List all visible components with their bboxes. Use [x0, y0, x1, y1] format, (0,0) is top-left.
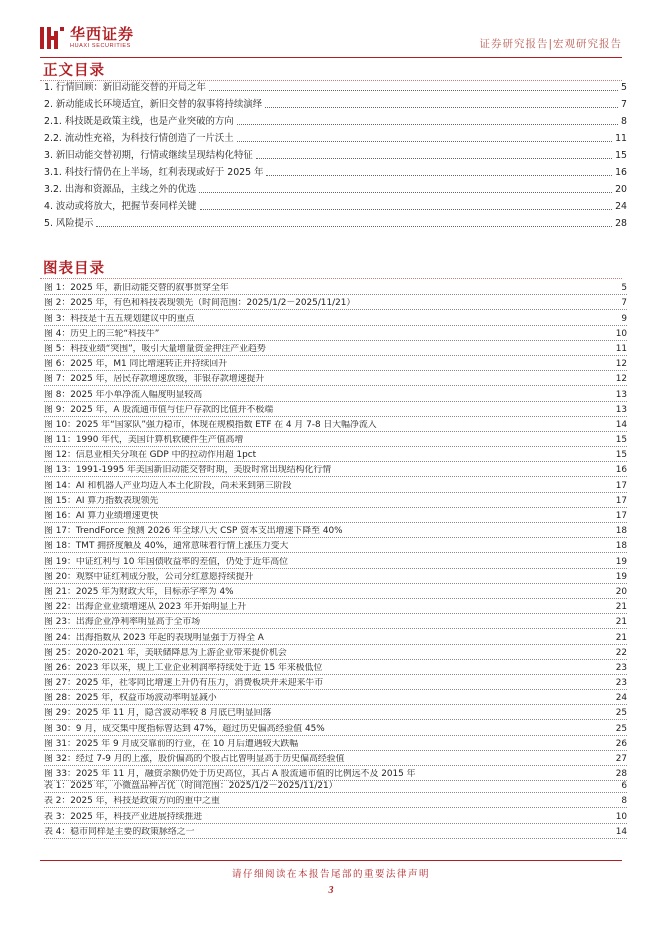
table-entry-title: 表 4：稳市同样是主要的政策脉络之一: [44, 826, 195, 837]
figure-entry[interactable]: [44, 295, 627, 310]
figure-entry-title: 图 5：科技业绩“突围”，吸引大量增量资金押注产业趋势: [44, 343, 266, 354]
dot-leader: [209, 90, 618, 91]
figure-entry[interactable]: [44, 569, 627, 584]
figure-entry[interactable]: [44, 477, 627, 492]
toc-entry[interactable]: [44, 213, 627, 230]
figure-entry[interactable]: [44, 599, 627, 614]
figure-entry-page: 9: [621, 313, 627, 324]
toc-entry-page: 24: [615, 201, 627, 212]
figure-entry-page: 25: [615, 708, 627, 719]
figure-entry[interactable]: [44, 538, 627, 553]
figure-entry[interactable]: [44, 371, 627, 386]
figure-entry[interactable]: [44, 310, 627, 325]
figure-entry[interactable]: [44, 660, 627, 675]
figure-entry[interactable]: [44, 341, 627, 356]
toc-entry-title: 2.1. 科技既是政策主线，也是产业突破的方向: [44, 116, 234, 127]
figure-entry-title: 图 19：中证红利与 10 年国债收益率的差值，仍处于近年高位: [44, 556, 289, 567]
figure-entry-page: 26: [615, 738, 627, 749]
figure-entry-title: 图 11：1990 年代，美国计算机软硬件生产值高增: [44, 435, 244, 446]
toc-entry[interactable]: [44, 196, 627, 213]
toc-entry-title: 4. 波动或将放大，把握节奏同样关键: [44, 201, 197, 212]
dot-leader: [96, 226, 612, 227]
toc-entry[interactable]: [44, 128, 627, 145]
figure-entry[interactable]: [44, 553, 627, 568]
toc-entry-page: 7: [621, 99, 627, 110]
figure-entry-page: 17: [615, 495, 627, 506]
table-list: [44, 778, 627, 839]
toc-entry-page: 15: [615, 150, 627, 161]
figure-entry-title: 图 21：2025 年为财政大年，目标赤字率为 4%: [44, 586, 234, 597]
header-divider: [40, 57, 622, 58]
figure-entry-title: 图 2：2025 年，有色和科技表现领先（时间范围：2025/1/2－2025/11/21）: [44, 298, 356, 309]
table-entry-title: 表 2：2025 年，科技是政策方向的重中之重: [44, 796, 220, 807]
table-entry-page: 6: [621, 781, 627, 792]
toc-entry-title: 2. 新动能成长环境适宜，新旧交替的叙事将持续演绎: [44, 99, 263, 110]
dot-leader: [265, 107, 618, 108]
figure-entry-page: 18: [615, 526, 627, 537]
figure-entry[interactable]: [44, 675, 627, 690]
toc-entry-title: 3. 新旧动能交替初期，行情或继续呈现结构化特征: [44, 150, 253, 161]
figure-entry[interactable]: [44, 326, 627, 341]
figure-entry-page: 25: [615, 723, 627, 734]
figure-entry-page: 20: [615, 586, 627, 597]
figure-entry[interactable]: [44, 690, 627, 705]
figure-entry[interactable]: [44, 720, 627, 735]
figure-entry-page: 21: [615, 602, 627, 613]
figure-entry-title: 图 15：AI 算力指数表现领先: [44, 495, 159, 506]
figure-entry-title: 图 22：出海企业业绩增速从 2023 年开始明显上升: [44, 602, 247, 613]
figure-entry-title: 图 13：1991-1995 年美国新旧动能交替时期，美股时常出现结构化行情: [44, 465, 332, 476]
brand-name-en: HUAXI SECURITIES: [70, 43, 131, 49]
dot-leader: [200, 209, 613, 210]
figure-entry[interactable]: [44, 584, 627, 599]
figure-entry-page: 5: [621, 283, 627, 294]
figure-entry-title: 图 24：出海指数从 2023 年起的表现明显强于万得全 A: [44, 632, 264, 643]
table-entry[interactable]: [44, 778, 627, 793]
figure-entry-title: 图 30：9 月，成交集中度指标曾达到 47%，超过历史偏高经验值 45%: [44, 723, 325, 734]
figure-entry-page: 23: [615, 678, 627, 689]
figure-entry-title: 图 28：2025 年，权益市场波动率明显减小: [44, 693, 217, 704]
table-entry[interactable]: [44, 808, 627, 823]
figure-entry[interactable]: [44, 629, 627, 644]
figure-list: [44, 280, 627, 781]
figure-entry[interactable]: [44, 280, 627, 295]
report-type-label: 证券研究报告|宏观研究报告: [479, 38, 622, 50]
figure-entry-page: 12: [615, 374, 627, 385]
figure-entry[interactable]: [44, 447, 627, 462]
toc-entry[interactable]: [44, 145, 627, 162]
toc-entry[interactable]: [44, 179, 627, 196]
figure-entry-page: 19: [615, 571, 627, 582]
table-entry-page: 8: [621, 796, 627, 807]
figure-entry-title: 图 18：TMT 拥挤度触及 40%，通常意味着行情上涨压力变大: [44, 541, 289, 552]
figure-entry-title: 图 1：2025 年，新旧动能交替的叙事贯穿全年: [44, 283, 229, 294]
figure-entry-title: 图 25：2020-2021 年，美联储降息为上游企业带来提价机会: [44, 647, 287, 658]
figure-entry[interactable]: [44, 417, 627, 432]
toc-entry-page: 28: [615, 218, 627, 229]
figure-entry-title: 图 3：科技是十五五规划建议中的重点: [44, 313, 195, 324]
figure-entry-page: 16: [615, 465, 627, 476]
legal-disclaimer: 请仔细阅读在本报告尾部的重要法律声明: [231, 869, 430, 880]
figure-entry[interactable]: [44, 645, 627, 660]
toc-entry-title: 2.2. 流动性充裕，为科技行情创造了一片沃土: [44, 133, 234, 144]
figure-entry[interactable]: [44, 462, 627, 477]
figure-entry-page: 12: [615, 359, 627, 370]
figure-entry-page: 21: [615, 632, 627, 643]
figure-entry-page: 10: [615, 328, 627, 339]
figure-entry-page: 24: [615, 693, 627, 704]
toc-entry[interactable]: [44, 77, 627, 94]
figure-entry-page: 27: [615, 754, 627, 764]
toc-entry-page: 11: [615, 133, 627, 144]
figure-entry-title: 图 16：AI 算力业绩增速更快: [44, 511, 159, 521]
figures-title: 图表目录: [43, 261, 105, 277]
figure-entry[interactable]: [44, 751, 627, 766]
figure-entry[interactable]: [44, 705, 627, 720]
figure-entry-title: 图 10：2025 年“国家队”强力稳市，体现在规模指数 ETF 在 4 月 7-8 日大幅净流入: [44, 419, 377, 430]
dot-leader: [237, 124, 618, 125]
figure-entry-title: 图 17：TrendForce 预测 2026 年全球八大 CSP 资本支出增速下降至 40%: [44, 526, 343, 537]
figure-entry-page: 13: [615, 389, 627, 400]
figure-entry-title: 图 23：出海企业净利率明显高于全市场: [44, 617, 201, 628]
toc-entry-page: 8: [621, 116, 627, 127]
figure-entry-page: 7: [621, 298, 627, 309]
figure-entry-page: 21: [615, 617, 627, 628]
toc-title: 正文目录: [43, 63, 105, 79]
figure-entry-title: 图 12：信息业相关分项在 GDP 中的拉动作用超 1pct: [44, 450, 257, 461]
table-entry-page: 14: [615, 826, 627, 837]
dot-leader: [256, 158, 612, 159]
figure-entry-page: 28: [615, 769, 627, 780]
figure-entry-title: 图 14：AI 和机器人产业均迈入本土化阶段，尚未来到第三阶段: [44, 480, 292, 491]
figure-entry-page: 15: [615, 435, 627, 446]
footer-divider: [40, 860, 622, 861]
figure-entry-page: 17: [615, 511, 627, 521]
figure-entry-page: 17: [615, 480, 627, 491]
table-entry-title: 表 3：2025 年，科技产业进展持续推进: [44, 811, 203, 822]
toc-entry-title: 1. 行情回顾：新旧动能交替的开局之年: [44, 82, 206, 93]
toc-entry-page: 20: [615, 184, 627, 195]
figure-entry-title: 图 9：2025 年，A 股流通市值与住户存款的比值并不极端: [44, 404, 274, 415]
table-entry[interactable]: [44, 824, 627, 839]
figure-entry[interactable]: [44, 432, 627, 447]
figure-entry-title: 图 8：2025 年小单净流入幅度明显较高: [44, 389, 203, 400]
figure-entry-page: 22: [615, 647, 627, 658]
figure-entry[interactable]: [44, 386, 627, 401]
figure-entry-title: 图 27：2025 年，社零同比增速上升仍有压力，消费板块并未迎来牛市: [44, 678, 324, 689]
figure-entry-page: 11: [615, 343, 627, 354]
figure-entry-title: 图 33：2025 年 11 月，融资余额仍处于历史高位，其占 A 股流通市值的比例远不及 2015 年: [44, 769, 416, 780]
figure-entry-title: 图 26：2023 年以来，规上工业企业利润率持续处于近 15 年来极低位: [44, 662, 323, 673]
figure-entry[interactable]: [44, 614, 627, 629]
toc-entry-page: 5: [621, 82, 627, 93]
figure-entry-title: 图 7：2025 年，居民存款增速放缓，非银存款增速提升: [44, 374, 265, 385]
figures-title-divider: [40, 278, 622, 279]
toc-entry-title: 3.2. 出海和资源品，主线之外的优选: [44, 184, 197, 195]
figure-entry[interactable]: [44, 736, 627, 751]
brand-name-cn: 华西证券: [70, 25, 135, 43]
table-entry-title: 表 1：2025 年，小微盘品种占优（时间范围：2025/1/2－2025/11/21）: [44, 781, 338, 792]
table-entry-page: 10: [615, 811, 627, 822]
figure-entry[interactable]: [44, 523, 627, 538]
toc-entry[interactable]: [44, 111, 627, 128]
figure-entry-title: 图 6：2025 年，M1 同比增速转正并持续回升: [44, 359, 228, 370]
huaxi-logo-icon: [40, 27, 64, 49]
figure-entry[interactable]: [44, 493, 627, 508]
figure-entry-page: 18: [615, 541, 627, 552]
toc-entry-title: 3.1. 科技行情仍在上半场，红利表现或好于 2025 年: [44, 167, 264, 178]
figure-entry-page: 14: [615, 419, 627, 430]
toc-entry[interactable]: [44, 162, 627, 179]
figure-entry-title: 图 4：历史上的三轮“科技牛”: [44, 328, 160, 339]
page-number: 3: [328, 885, 334, 896]
toc-entry[interactable]: [44, 94, 627, 111]
figure-entry-page: 13: [615, 404, 627, 415]
figure-entry[interactable]: [44, 356, 627, 371]
figure-entry-title: 图 31：2025 年 9 月成交靠前的行业，在 10 月后遭遇较大跌幅: [44, 738, 299, 749]
dot-leader: [237, 141, 612, 142]
figure-entry-title: 图 29：2025 年 11 月，隐含波动率较 8 月底已明显回落: [44, 708, 272, 719]
figure-entry[interactable]: [44, 402, 627, 417]
figure-entry-page: 19: [615, 556, 627, 567]
dot-leader: [266, 175, 612, 176]
figure-entry-title: 图 32：经过 7-9 月的上涨，股价偏高的个股占比曾明显高于历史偏高经验值: [44, 754, 345, 764]
dot-leader: [199, 192, 612, 193]
toc-entry-page: 16: [615, 167, 627, 178]
figure-entry[interactable]: [44, 508, 627, 523]
toc-entry-title: 5. 风险提示: [44, 218, 94, 229]
page-header: [0, 0, 662, 60]
table-entry[interactable]: [44, 793, 627, 808]
figure-entry-page: 15: [615, 450, 627, 461]
figure-entry-title: 图 20：观察中证红利成分股，公司分红意愿持续提升: [44, 571, 254, 582]
figure-entry-page: 23: [615, 662, 627, 673]
toc-list: [44, 77, 627, 230]
